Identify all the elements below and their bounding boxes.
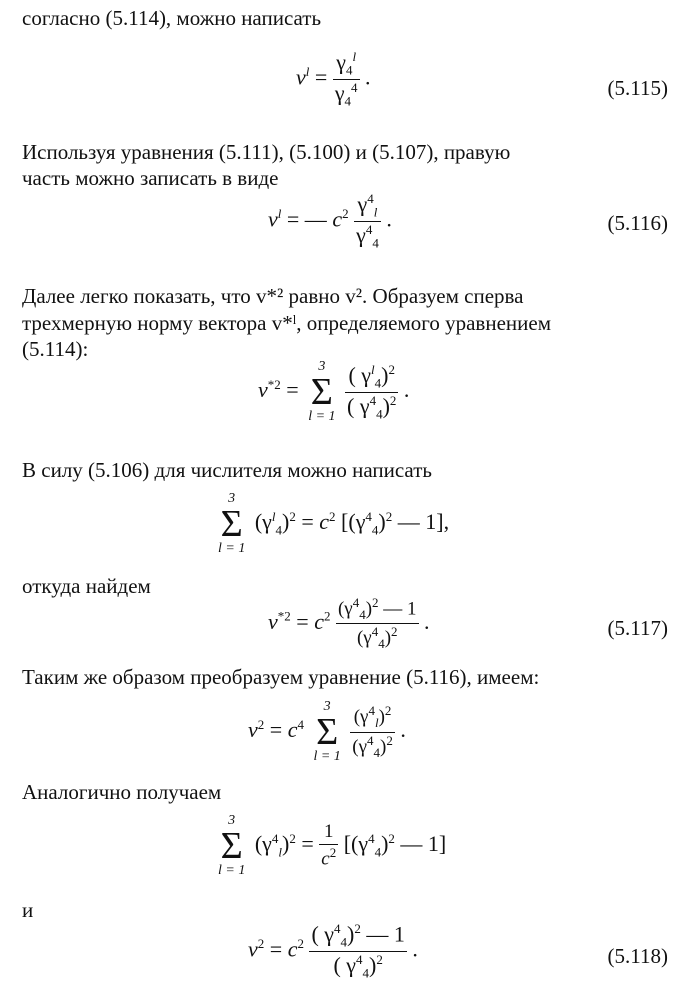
text-line-11: и [22, 898, 34, 922]
text-line-10: Аналогично получаем [22, 780, 222, 804]
equation-numerator: 3 Σ l = 1 $(\gamma^l_4)^2 = c^2$ [$(\gamma^4_4)^2$ — 1], [218, 491, 450, 557]
equation-v-squared: $v^2 = c^4$ 3 Σ l = 1 $\frac{(\gamma^4_l)^2}{(\gamma^4_4)^2}$ . [248, 699, 406, 765]
equation-5-117: $v^{*2} = c^2$ $\frac{(\gamma^4_4)^2 — 1}{(\gamma^4_4)^2}$ . [268, 595, 430, 652]
text-line-3: часть можно записать в виде [22, 166, 279, 190]
equation-number-5-117: (5.117) [607, 616, 668, 640]
text-line-4: Далее легко показать, что v*² равно v². Образуем сперва [22, 284, 524, 308]
equation-norm: $v^{*2}$ = 3 Σ l = 1 $\frac{( \gamma^l_4)^2}{( \gamma^4_4)^2}$ . [258, 359, 410, 425]
text-line-7: В силу (5.106) для числителя можно написать [22, 458, 432, 482]
equation-analog: 3 Σ l = 1 $(\gamma^4_l)^2$ = $\frac{1}{c^2}$ [$(\gamma^4_4)^2$ — 1] [218, 813, 447, 879]
equation-number-5-116: (5.116) [607, 211, 668, 235]
equation-5-118: $v^2 = c^2$ $\frac{( \gamma^4_4)^2 — 1}{( \gamma^4_4)^2}$ . [248, 921, 418, 981]
text-line-5: трехмерную норму вектора v*ˡ, определяемого уравнением [22, 311, 551, 335]
text-line-9: Таким же образом преобразуем уравнение (5.116), имеем: [22, 665, 540, 689]
equation-number-5-115: (5.115) [607, 76, 668, 100]
text-line-2: Используя уравнения (5.111), (5.100) и (5.107), правую [22, 140, 511, 164]
equation-5-115: $v^l$ = $\frac{\gamma_4^l}{\gamma_4^4}$ . [296, 49, 371, 109]
equation-5-116: $v^l$ = — $c^2$ $\frac{\gamma^4_l}{\gamma^4_4}$ . [268, 191, 392, 251]
equation-number-5-118: (5.118) [607, 944, 668, 968]
text-line-8: откуда найдем [22, 574, 151, 598]
text-line-1: согласно (5.114), можно написать [22, 6, 322, 30]
text-line-6: (5.114): [22, 337, 89, 361]
